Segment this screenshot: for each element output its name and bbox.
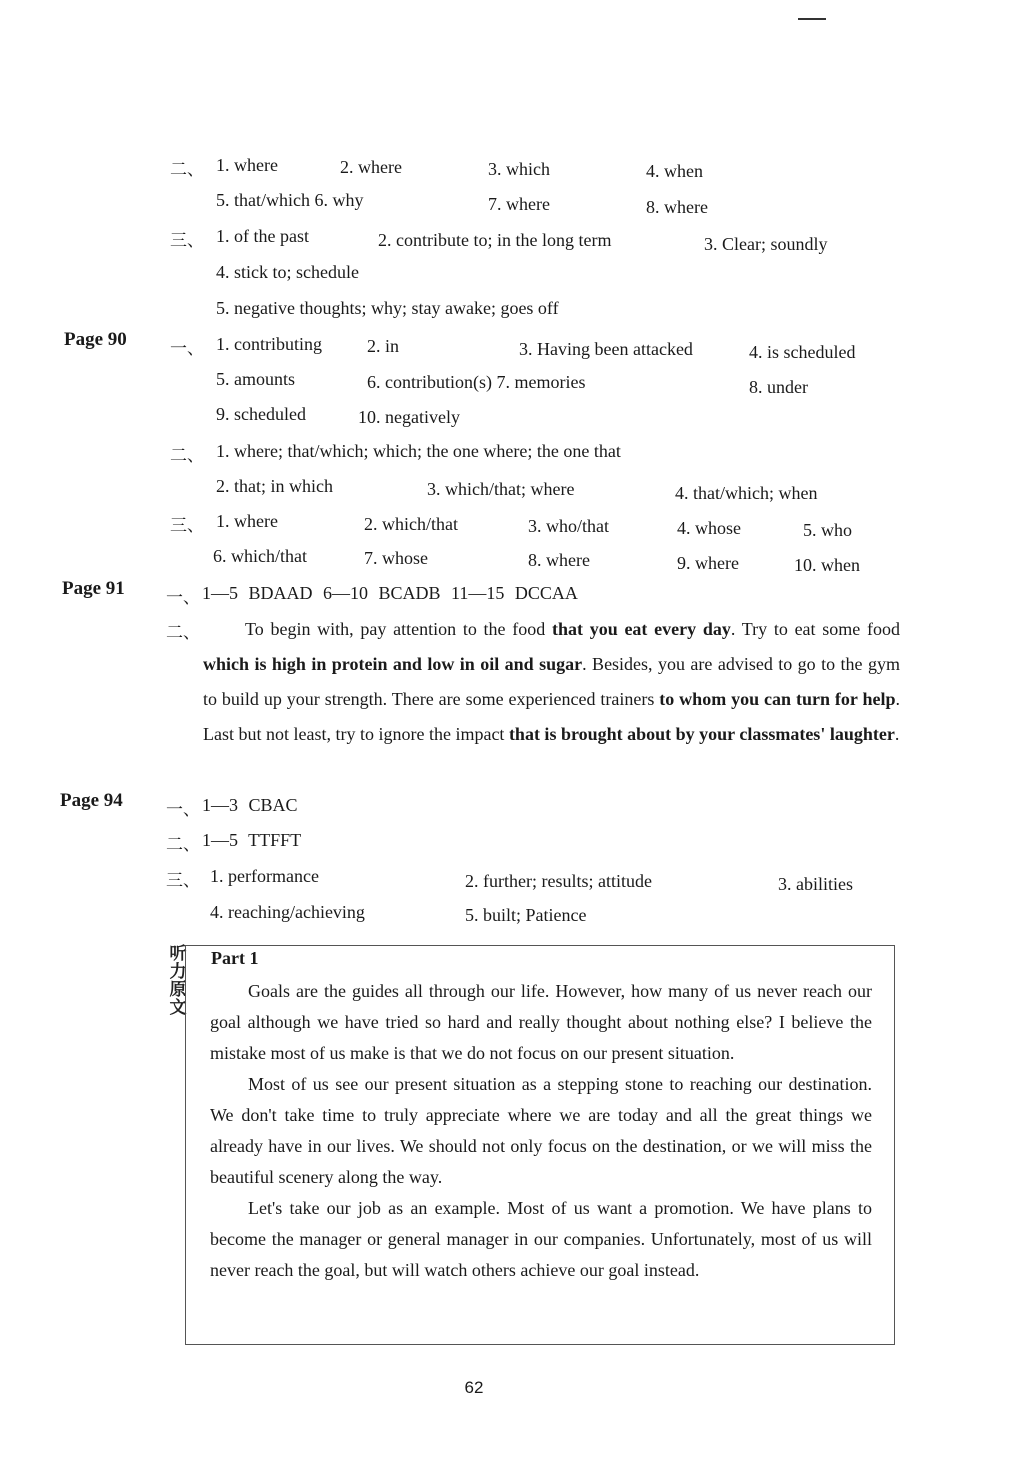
section-marker: 一、 bbox=[170, 339, 204, 359]
answer-item: 1—3 CBAC bbox=[202, 795, 298, 815]
answer-item: 1. where bbox=[216, 511, 278, 531]
answer-item: 1. performance bbox=[210, 866, 319, 886]
answer-item: 5. that/which 6. why bbox=[216, 190, 364, 210]
answer-item: 6. contribution(s) 7. memories bbox=[367, 372, 586, 392]
answer-item: 1. of the past bbox=[216, 226, 309, 246]
answer-item: 2. where bbox=[340, 157, 402, 177]
section-marker: 三、 bbox=[166, 871, 200, 891]
answer-item: 9. where bbox=[677, 553, 739, 573]
part-title: Part 1 bbox=[211, 948, 259, 968]
answer-item: 1. where bbox=[216, 155, 278, 175]
page-label: Page 90 bbox=[64, 329, 127, 350]
answer-item: 6. which/that bbox=[213, 546, 307, 566]
answer-item: 8. under bbox=[749, 377, 808, 397]
section-marker: 二、 bbox=[166, 835, 200, 855]
para-seg: . bbox=[894, 724, 900, 744]
answer-item: 4. reaching/achieving bbox=[210, 902, 365, 922]
answer-item: 7. whose bbox=[364, 548, 428, 568]
answer-item: 1. where; that/which; which; the one where; the one that bbox=[216, 441, 621, 461]
answer-item: 4. that/which; when bbox=[675, 483, 818, 503]
answer-item: 7. where bbox=[488, 194, 550, 214]
answer-item: 1—5 TTFFT bbox=[202, 830, 302, 850]
answer-item: 5. negative thoughts; why; stay awake; goes off bbox=[216, 298, 559, 318]
listening-paragraph: Most of us see our present situation as a stepping stone to reaching our destination. We don't take time to truly appreciate where we are today and all the great things we already have in our lives. We should not only focus on the destination, or we will miss the beautiful scenery along the way. bbox=[210, 1074, 872, 1187]
answer-item: 5. built; Patience bbox=[465, 905, 587, 925]
answer-item: 4. when bbox=[646, 161, 703, 181]
answer-item: 2. contribute to; in the long term bbox=[378, 230, 612, 250]
answer-item: 3. abilities bbox=[778, 874, 853, 894]
listening-script-box bbox=[185, 945, 895, 1345]
para-seg: . Besides, you are advised to go to the gym to build up your strength. There are some experienced trainers bbox=[203, 654, 900, 709]
section-marker: 二、 bbox=[170, 446, 204, 466]
listening-script-label: 听力原文 bbox=[169, 944, 187, 1018]
section-marker: 三、 bbox=[170, 231, 204, 251]
listening-paragraph: Goals are the guides all through our life. However, how many of us never reach our goal although we have tried so hard and really thought about nothing else? I believe the mistake most of us make is that we do not focus on our present situation. bbox=[210, 981, 872, 1063]
answer-item: 2. in bbox=[367, 336, 400, 356]
answer-item: 1. contributing bbox=[216, 334, 322, 354]
answer-item: 3. which/that; where bbox=[427, 479, 575, 499]
answer-item: 4. whose bbox=[677, 518, 741, 538]
answer-item: 2. further; results; attitude bbox=[465, 871, 652, 891]
section-marker: 一、 bbox=[166, 800, 200, 820]
listening-paragraph: Let's take our job as an example. Most of us want a promotion. We have plans to become the manager or general manager in our companies. Unfortunately, most of us will never reach the goal, but will watch others achieve our goal instead. bbox=[210, 1198, 872, 1280]
para-seg: To begin with, pay attention to the food bbox=[245, 619, 552, 639]
para-seg-bold: to whom you can turn for help bbox=[659, 689, 896, 709]
answer-item: 5. amounts bbox=[216, 369, 295, 389]
answer-item: 8. where bbox=[528, 550, 590, 570]
para-seg-bold: that you eat every day bbox=[551, 619, 731, 639]
listening-text bbox=[210, 976, 872, 1286]
page-number: 62 bbox=[464, 1378, 484, 1397]
para-seg-bold: that is brought about by your classmates' laughter bbox=[508, 724, 895, 744]
answer-item: 2. that; in which bbox=[216, 476, 333, 496]
answer-item: 10. when bbox=[794, 555, 860, 575]
answer-item: 4. is scheduled bbox=[749, 342, 856, 362]
section-marker: 二、 bbox=[166, 623, 200, 643]
answer-item: 3. who/that bbox=[528, 516, 609, 536]
answer-item: 3. Clear; soundly bbox=[704, 234, 828, 254]
answer-item: 10. negatively bbox=[358, 407, 460, 427]
answer-item: 4. stick to; schedule bbox=[216, 262, 359, 282]
answer-item: 5. who bbox=[803, 520, 852, 540]
answer-item: 8. where bbox=[646, 197, 708, 217]
answer-item: 3. Having been attacked bbox=[519, 339, 693, 359]
section-marker: 二、 bbox=[170, 160, 204, 180]
section-marker: 一、 bbox=[166, 588, 200, 608]
para-seg-bold: which is high in protein and low in oil and sugar bbox=[203, 654, 583, 674]
answer-item: 9. scheduled bbox=[216, 404, 306, 424]
top-rule bbox=[798, 18, 826, 20]
section-marker: 三、 bbox=[170, 516, 204, 536]
page-label: Page 91 bbox=[62, 578, 125, 599]
answer-item: 1—5 BDAAD 6—10 BCADB 11—15 DCCAA bbox=[202, 583, 578, 603]
para-seg: . Last but not least, try to ignore the impact bbox=[203, 689, 900, 744]
answer-item: 3. which bbox=[488, 159, 550, 179]
answer-item: 2. which/that bbox=[364, 514, 458, 534]
para-seg: . Try to eat some food bbox=[730, 619, 900, 639]
page-label: Page 94 bbox=[60, 790, 123, 811]
answer-paragraph bbox=[203, 612, 900, 752]
